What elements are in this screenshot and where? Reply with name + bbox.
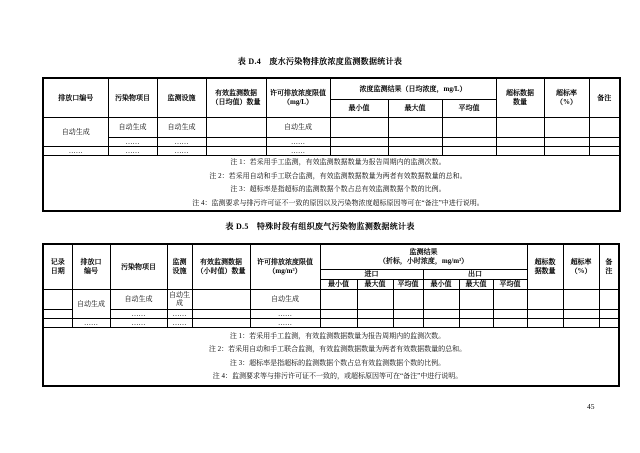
table-cell: ……	[250, 309, 320, 318]
table-cell	[544, 146, 589, 155]
table-cell	[589, 146, 620, 155]
table-cell	[393, 289, 423, 309]
table-cell: ……	[108, 137, 157, 146]
table-cell	[527, 318, 563, 327]
note-line: 注 1：若采用手工监测，有效监测数据数量为报告周期内的监测次数。	[229, 331, 446, 340]
label-line: 有效监测数据	[215, 89, 257, 98]
d5-col-header-outlet: 出口	[423, 269, 527, 279]
table-cell	[493, 309, 527, 318]
d4-col-header-result-group: 浓度监测结果（日均浓度，mg/L）	[330, 78, 496, 99]
label-line: 监测	[172, 258, 187, 267]
d5-col-header-facility	[167, 244, 192, 289]
label-line: 超标率	[570, 258, 592, 267]
label-line: （日均值）数量	[211, 97, 261, 106]
d4-col-header-over-rate	[544, 78, 589, 117]
table-cell	[423, 289, 459, 309]
d4-col-header-over-count	[496, 78, 544, 117]
table-cell	[388, 146, 442, 155]
label-line: 注	[605, 266, 613, 275]
table-cell	[320, 309, 357, 318]
table-cell	[563, 309, 599, 318]
note-line: 注 2：若采用自动和手工联合监测，有效监测数据数量为两者有效数据数量的总和。	[208, 345, 467, 354]
d4-col-header-outlet-no: 排放口编号	[43, 78, 108, 117]
d4-body-row-2	[43, 137, 620, 146]
table-cell: ……	[266, 137, 330, 146]
table-cell: ……	[266, 146, 330, 155]
d4-notes-row	[43, 156, 620, 212]
table-cell	[388, 137, 442, 146]
d4-col-header-min: 最小值	[330, 99, 388, 117]
table-cell: ……	[250, 318, 320, 327]
table-cell: 自动生成	[169, 290, 190, 307]
table-d4-title: 表 D.4 废水污染物排放浓度监测数据统计表	[237, 57, 403, 66]
label-line: （小时值）数量	[196, 266, 246, 275]
table-cell	[357, 309, 393, 318]
label-line: 许可排放浓度限值	[270, 89, 326, 98]
d5-header-row-1	[43, 244, 619, 269]
d5-col-header-record-date	[43, 244, 72, 289]
table-cell	[206, 117, 266, 137]
note-line: 注 4：监测要求与排污许可证不一致的原因以及污染物浓度超标原因等可在“备注”中进行说明。	[192, 198, 484, 207]
d5-col-header-remark	[599, 244, 619, 289]
d4-col-header-max: 最大值	[388, 99, 442, 117]
table-cell: ……	[110, 318, 167, 327]
d5-col-header-outlet-avg: 平均值	[493, 279, 527, 289]
d4-notes	[43, 156, 620, 212]
table-cell: ……	[72, 318, 110, 327]
d5-col-header-outlet-no	[72, 244, 110, 289]
table-cell	[459, 289, 493, 309]
table-cell: ……	[157, 137, 206, 146]
label-line: 据数量	[534, 266, 556, 275]
table-cell: 自动生成	[250, 289, 320, 309]
d5-col-header-inlet: 进口	[320, 269, 423, 279]
d5-notes-row	[43, 328, 619, 387]
table-cell	[388, 117, 442, 137]
table-cell	[563, 289, 599, 309]
table-cell	[496, 117, 544, 137]
table-cell: ……	[110, 309, 167, 318]
d4-header-row-1	[43, 78, 620, 99]
table-cell	[589, 117, 620, 137]
table-cell	[206, 137, 266, 146]
table-cell: 自动生成	[72, 289, 110, 318]
table-cell	[357, 318, 393, 327]
table-cell	[43, 318, 72, 327]
label-line: 记录	[50, 258, 65, 267]
table-d5	[42, 243, 620, 387]
label-line: 设施	[172, 266, 187, 275]
table-cell: ……	[108, 146, 157, 155]
table-cell	[43, 289, 72, 309]
table-cell	[330, 146, 388, 155]
d5-col-header-over-count	[527, 244, 563, 289]
table-cell	[599, 318, 619, 327]
table-cell	[192, 309, 250, 318]
note-line: 注 1：若采用手工监测，有效监测数据数量为报告周期内的监测次数。	[230, 158, 446, 167]
label-line: 有效监测数据	[200, 258, 242, 267]
table-d4	[42, 77, 621, 212]
table-cell	[527, 289, 563, 309]
note-line: 注 3：超标率是指超标的监测数据个数占总有效监测数据个数的比例。	[229, 358, 446, 367]
label-line: 超标数	[534, 258, 556, 267]
d4-body-row-3	[43, 146, 620, 155]
table-cell	[442, 137, 496, 146]
table-cell	[527, 309, 563, 318]
table-cell	[330, 137, 388, 146]
table-cell: ……	[167, 309, 192, 318]
table-cell	[599, 309, 619, 318]
d5-col-header-pollutant: 污染物项目	[110, 244, 167, 289]
note-line: 注 4：监测要求等与排污许可证不一致的，或超标原因等可在“备注”中进行说明。	[212, 372, 463, 381]
label-line: （mg/m³）	[268, 266, 302, 275]
table-cell	[442, 117, 496, 137]
label-line: 排放口	[80, 258, 102, 267]
d4-col-header-remark: 备注	[589, 78, 620, 117]
table-cell	[493, 318, 527, 327]
d4-col-header-avg: 平均值	[442, 99, 496, 117]
table-cell	[544, 117, 589, 137]
label-line: 许可排放浓度限值	[257, 258, 313, 267]
table-cell	[206, 146, 266, 155]
table-cell: ……	[167, 318, 192, 327]
table-cell	[192, 318, 250, 327]
page-number: 45	[587, 402, 595, 411]
d5-body-row-3	[43, 318, 619, 327]
d5-col-header-inlet-min: 最小值	[320, 279, 357, 289]
d4-col-header-pollutant: 污染物项目	[108, 78, 157, 117]
table-cell	[423, 309, 459, 318]
table-cell: 自动生成	[266, 117, 330, 137]
d5-body-row-2	[43, 309, 619, 318]
note-line: 注 3：超标率是指超标的监测数据个数占总有效监测数据个数的比例。	[230, 185, 446, 194]
label-line: （%）	[556, 97, 578, 106]
table-cell	[563, 318, 599, 327]
table-cell	[320, 289, 357, 309]
table-cell: 自动生成	[43, 117, 108, 146]
table-cell: 自动生成	[157, 117, 206, 137]
note-line: 注 2：若采用自动和手工联合监测，有效监测数据数量为两者有效数据数量的总和。	[209, 171, 467, 180]
table-cell	[459, 309, 493, 318]
table-cell: 自动生成	[110, 289, 167, 309]
d5-col-header-inlet-avg: 平均值	[393, 279, 423, 289]
table-cell	[496, 146, 544, 155]
label-line: 编号	[84, 266, 98, 275]
table-cell	[496, 137, 544, 146]
table-cell: ……	[43, 146, 108, 155]
table-cell: 自动生成	[108, 117, 157, 137]
d4-col-header-limit	[266, 78, 330, 117]
table-cell	[544, 137, 589, 146]
table-cell	[459, 318, 493, 327]
label-line: （折标，小时浓度，mg/m³）	[378, 256, 469, 265]
table-cell	[599, 289, 619, 309]
d5-col-header-result-group	[320, 244, 527, 269]
d5-col-header-outlet-max: 最大值	[459, 279, 493, 289]
table-cell: ……	[157, 146, 206, 155]
table-cell	[357, 289, 393, 309]
d5-col-header-valid-data	[192, 244, 250, 289]
label-line: （mg/L）	[283, 97, 313, 106]
label-line: 监测结果	[409, 248, 438, 257]
table-cell	[43, 309, 72, 318]
table-cell	[320, 318, 357, 327]
d4-col-header-valid-data	[206, 78, 266, 117]
table-cell	[393, 309, 423, 318]
label-line: 数量	[513, 97, 528, 106]
d5-col-header-outlet-min: 最小值	[423, 279, 459, 289]
label-line: （%）	[570, 266, 592, 275]
d5-notes	[43, 328, 619, 387]
table-cell	[192, 289, 250, 309]
label-line: 超标数据	[506, 89, 535, 98]
d4-body-row-1	[43, 117, 620, 137]
table-d5-title: 表 D.5 特殊时段有组织废气污染物监测数据统计表	[225, 222, 415, 231]
label-line: 超标率	[556, 89, 578, 98]
table-cell	[589, 137, 620, 146]
table-cell	[330, 117, 388, 137]
label-line: 日期	[50, 266, 65, 275]
d4-col-header-facility: 监测设施	[157, 78, 206, 117]
table-cell	[493, 289, 527, 309]
d5-body-row-1	[43, 289, 619, 309]
table-cell	[393, 318, 423, 327]
table-cell	[423, 318, 459, 327]
d5-col-header-over-rate	[563, 244, 599, 289]
d5-col-header-limit	[250, 244, 320, 289]
d5-col-header-inlet-max: 最大值	[357, 279, 393, 289]
label-line: 备	[605, 258, 613, 267]
table-cell	[442, 146, 496, 155]
